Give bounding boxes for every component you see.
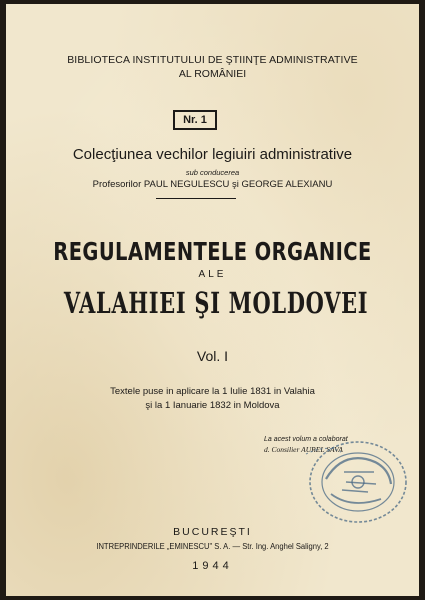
imprint-publisher: INTREPRINDERILE „EMINESCU" S. A. — Str. Ing. Anghel Saligny, 2 <box>96 542 329 551</box>
divider-rule <box>156 198 236 199</box>
series-number-box: Nr. 1 <box>173 110 217 130</box>
description-line2: şi la 1 Ianuarie 1832 in Moldova <box>145 400 280 411</box>
imprint-year: 1944 <box>192 560 233 572</box>
direction-label: sub conducerea <box>185 168 240 177</box>
title-connector: ALE <box>198 269 227 280</box>
professors-line: Profesorilor PAUL NEGULESCU şi GEORGE ALEXIANU <box>92 179 333 190</box>
description-line1: Textele puse in aplicare la 1 Iulie 1831 in Valahia <box>110 386 315 397</box>
library-stamp-icon <box>296 424 416 534</box>
imprint-city: BUCUREŞTI <box>173 526 252 538</box>
collection-title: Colecţiunea vechilor legiuiri administrative <box>72 146 353 163</box>
library-name-line2: AL ROMÂNIEI <box>178 68 247 80</box>
collaboration-line2: d. Consilier AUREL SAVA <box>264 445 343 454</box>
collaboration-line1: La acest volum a colaborat <box>264 436 348 443</box>
library-name-line1: BIBLIOTECA INSTITUTULUI DE ŞTIINŢE ADMINISTRATIVE <box>67 54 358 66</box>
main-title-line1: REGULAMENTELE ORGANICE <box>53 237 372 266</box>
main-title-line2: VALAHIEI ŞI MOLDOVEI <box>63 286 369 320</box>
title-page <box>6 4 419 596</box>
volume-label: Vol. I <box>196 348 229 364</box>
